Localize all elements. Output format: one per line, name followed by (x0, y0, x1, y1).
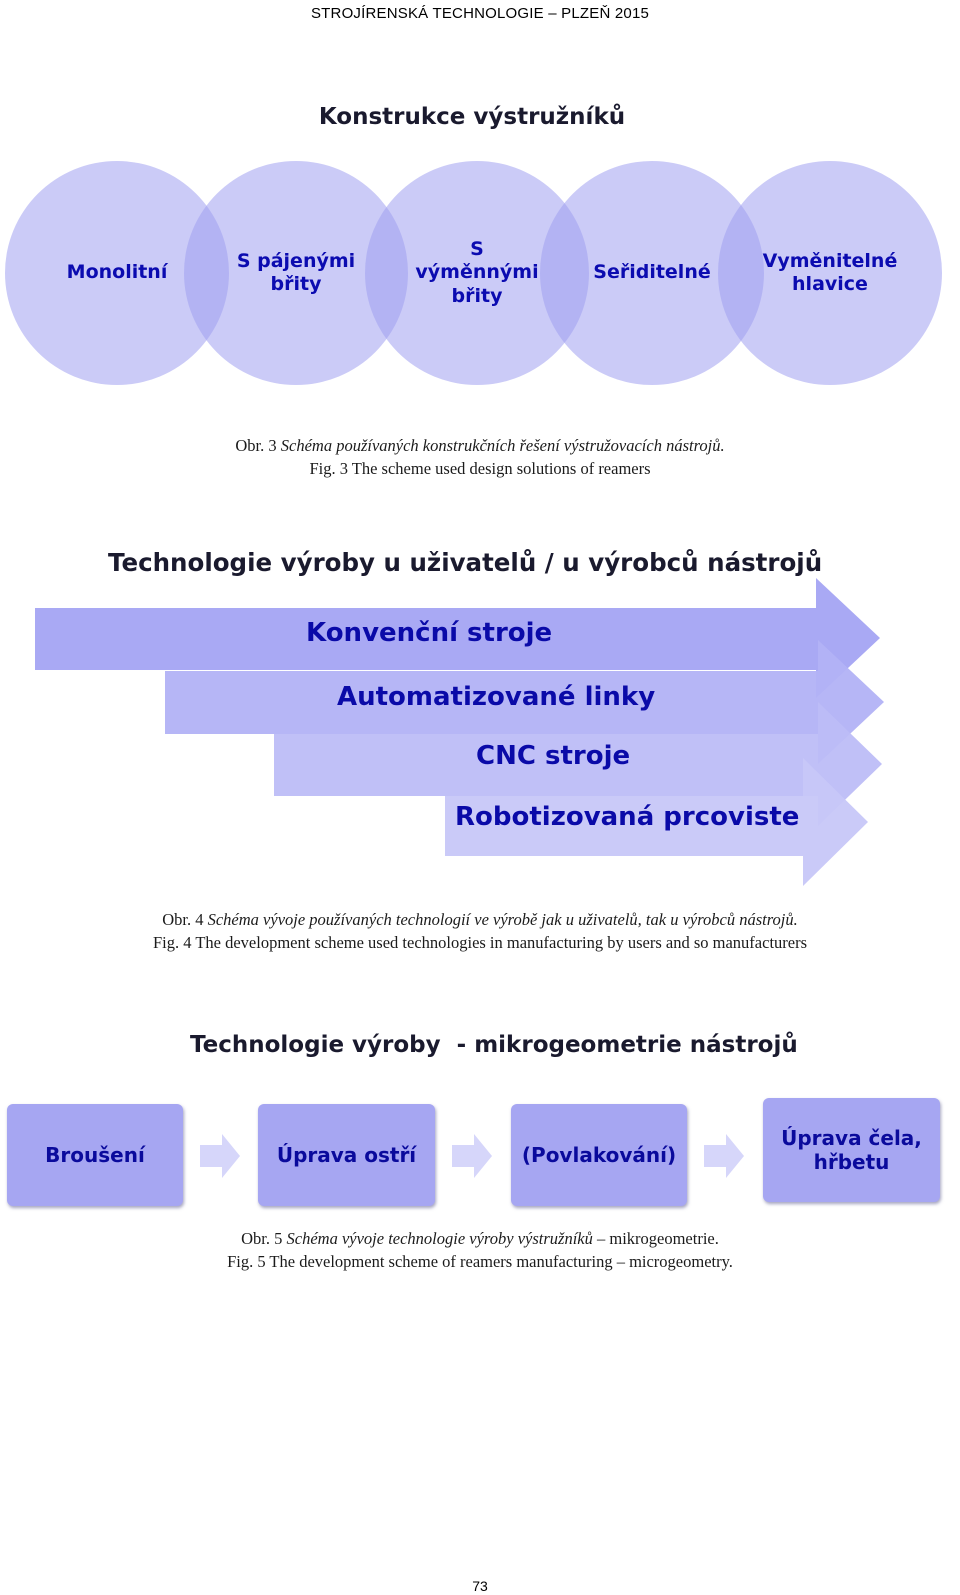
figure5-caption-cz (0, 1229, 960, 1249)
step-label: Úprava čela, hřbetu (781, 1126, 922, 1174)
figure4-title: Technologie výroby u uživatelů / u výrobců nástrojů (108, 548, 823, 577)
caption-text: Schéma vývoje používaných technologií ve výrobě jak u uživatelů, tak u výrobců nástrojů. (207, 910, 798, 929)
arrow-label-konvencni-stroje: Konvenční stroje (306, 618, 553, 648)
arrow-label-cnc-stroje: CNC stroje (476, 741, 631, 771)
circle-label: S výměnnými břity (415, 238, 539, 307)
caption-text: Schéma používaných konstrukčních řešení výstružovacích nástrojů. (280, 436, 725, 455)
step-label: (Povlakování) (521, 1143, 677, 1167)
figure4-caption-en: Fig. 4 The development scheme used technologies in manufacturing by users and so manufacturers (152, 933, 808, 952)
running-header: STROJÍRENSKÁ TECHNOLOGIE – PLZEŇ 2015 (310, 5, 650, 22)
figure4-caption-cz (0, 910, 960, 930)
figure5-title: Technologie výroby - mikrogeometrie nástrojů (190, 1032, 798, 1058)
arrow-label-robotizovana-prcoviste: Robotizovaná prcoviste (455, 802, 800, 832)
circle-label: S pájenými břity (236, 249, 356, 295)
step-arrow-1 (200, 1134, 240, 1178)
step-povlakovani (511, 1104, 687, 1206)
step-arrow-3 (704, 1134, 744, 1178)
page-number: 73 (472, 1578, 488, 1594)
circle-label: Vyměnitelné hlavice (762, 249, 898, 295)
step-arrow-2 (452, 1134, 492, 1178)
figure3-caption-en: Fig. 3 The scheme used design solutions of reamers (309, 459, 651, 478)
circle-label: Seřiditelné (593, 261, 711, 284)
caption-prefix: Obr. 5 (241, 1229, 283, 1248)
caption-prefix: Obr. 4 (162, 910, 204, 929)
step-brouseni (7, 1104, 183, 1206)
caption-suffix: – mikrogeometrie. (596, 1229, 719, 1248)
caption-text: Schéma vývoje technologie výroby výstružníků (286, 1229, 593, 1248)
caption-prefix: Obr. 3 (235, 436, 277, 455)
figure3-title: Konstrukce výstružníků (318, 104, 626, 130)
step-label: Broušení (45, 1143, 145, 1167)
arrow-label-automatizovane-linky: Automatizované linky (337, 682, 656, 712)
circle-label: Monolitní (66, 261, 168, 284)
step-uprava-cela-hrbetu (763, 1098, 940, 1202)
figure3-caption-cz (0, 436, 960, 456)
circle-vymenitelne-hlavice (718, 161, 942, 385)
step-label: Úprava ostří (276, 1143, 417, 1167)
figure5-caption-en: Fig. 5 The development scheme of reamers manufacturing – microgeometry. (227, 1252, 733, 1271)
step-uprava-ostri (258, 1104, 435, 1206)
